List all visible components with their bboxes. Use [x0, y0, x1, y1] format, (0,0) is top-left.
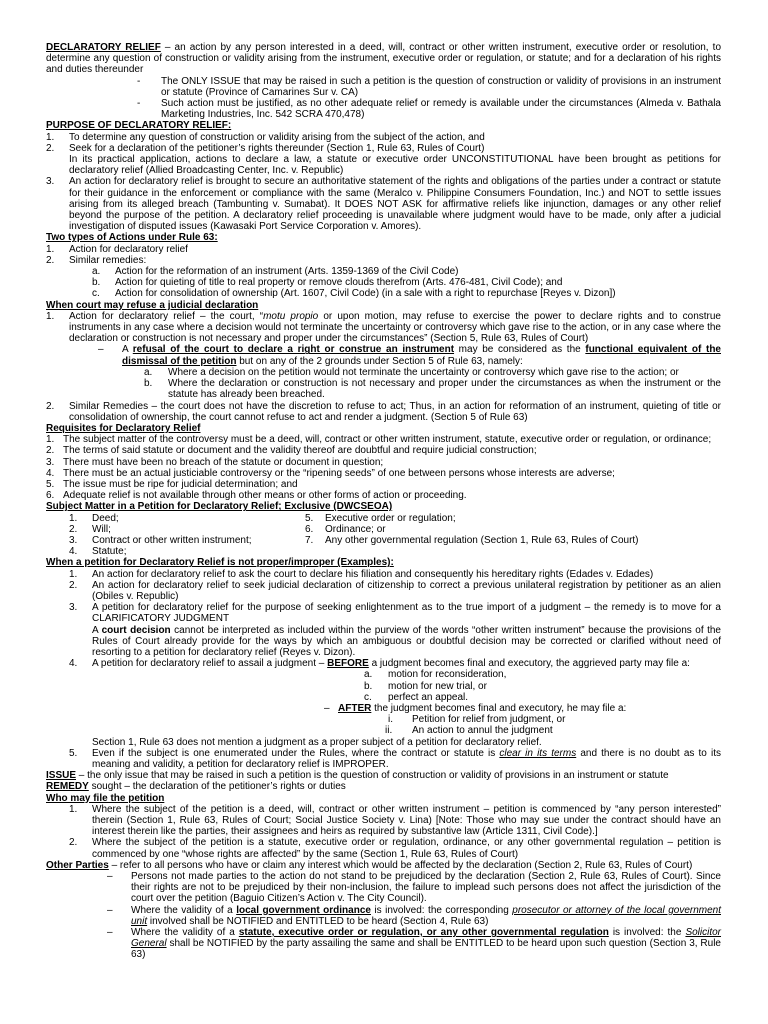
list-item: 5. Even if the subject is one enumerated under the Rules, where the contract or statute is clear in its terms and there is no doubt as to its meaning and validity, a petition for declaratory relief is IMPROPER. — [69, 747, 721, 770]
list-item: 1. Action for declaratory relief – the court, “motu propio or upon motion, may refuse to exercise the power to declare rights and to construe instruments in any case where a decision would not terminate the uncertainty or controversy which gave rise to the action, or in any case where the declaration or construction is not necessary and proper under the circumstances” (Section 5, Rule 63, Rules of Court) — [46, 310, 721, 345]
list-item: 2. The terms of said statute or document and the validity thereof are doubtful and require judicial construction; — [46, 445, 537, 457]
definition-paragraph — [46, 42, 721, 76]
list-item: 1. Where the subject of the petition is a deed, will, contract or other written instrument – petition is commenced by “any person interested” therein (Section 1, Rule 63, Rules of Court; Social Justice Society v. Lina) [Note: Those who may sue under the contract should have an interest therein like the parties, their assignees and heirs as required by substantive law (Article 1311, Civil Code).] — [69, 803, 721, 838]
section-heading-who: Who may file the petition — [46, 792, 165, 804]
list-item: 6. Adequate relief is not available through other means or other forms of action or proceeding. — [46, 490, 467, 502]
issue-paragraph: ISSUE – the only issue that may be raised in such a petition is the question of construction or validity of provisions in an instrument or statute — [46, 770, 669, 782]
list-item: 4. A petition for declaratory relief to assail a judgment – BEFORE a judgment becomes final and executory, the aggrieved party may file a: — [69, 658, 690, 670]
definition-bullet: - Such action must be justified, as no other adequate relief or remedy is available under the circumstances (Almeda v. Bathala Marketing Industries, Inc. 542 SCRA 470,478) — [137, 98, 721, 121]
section-heading-types: Two types of Actions under Rule 63: — [46, 232, 218, 244]
list-item: 4. Statute; — [69, 546, 127, 558]
list-item: 3. Contract or other written instrument; — [69, 534, 252, 546]
list-item: 3. There must have been no breach of the statute or document in question; — [46, 456, 384, 468]
list-item: c. Action for consolidation of ownership (Art. 1607, Civil Code) (in a sale with a right to repurchase [Reyes v. Dizon]) — [92, 288, 616, 300]
list-item: 6. Ordinance; or — [305, 523, 386, 535]
list-item: 4. There must be an actual justiciable controversy or the “ripening seeds” of one between persons whose interests are adverse; — [46, 467, 615, 479]
list-item: 2. Where the subject of the petition is a statute, executive order or regulation, ordinance, or any other governmental regulation – petition is commenced by one “whose rights are affected” by the same (Section 1, Rule 63, Rules of Court) — [69, 837, 721, 860]
section-heading-improper: When a petition for Declaratory Relief is not proper/improper (Examples): — [46, 557, 394, 569]
list-item: 1. An action for declaratory relief to ask the court to declare his filiation and consequently his hereditary rights (Edades v. Edades) — [69, 568, 654, 580]
section-note: Section 1, Rule 63 does not mention a judgment as a proper subject of a petition for declaratory relief. — [92, 736, 542, 748]
section-heading-requisites: Requisites for Declaratory Relief — [46, 422, 201, 434]
subject-column-right — [305, 513, 721, 558]
list-item: – A refusal of the court to declare a right or construe an instrument may be considered as the functional equivalent of the dismissal of the petition but on any of the 2 grounds under Section 5 of Rule 63, namely: — [98, 344, 721, 367]
purpose-note: In its practical application, actions to declare a law, a statute or executive order UNCONSTITUTIONAL have been brought as petitions for declaratory relief (Allied Broadcasting Center, Inc. v. Republic) — [69, 154, 721, 177]
list-item: 2. An action for declaratory relief to seek judicial declaration of citizenship to correct a previous unilateral registration by petitioner as an alien (Obiles v. Republic) — [69, 579, 721, 602]
definition-bullet: - The ONLY ISSUE that may be raised in such a petition is the question of construction or validity of provisions in an instrument or statute (Province of Camarines Sur v. CA) — [137, 75, 721, 98]
list-item: – Persons not made parties to the action do not stand to be prejudiced by the declaration (Section 2, Rule 63, Rules of Court). Since their rights are not to be prejudiced by their non-inclusion, the failure to implead such persons does not affect the jurisdiction of the court over the petition (Baguio Citizen’s Action v. The City Council). — [107, 871, 721, 905]
definition-text: – an action by any person interested in a deed, will, contract or other written instrument, executive order or resolution, to determine any question of construction or validity arising from the instrument, executive order or regulation, or statute; and for a declaration of his rights and duties thereunder — [46, 42, 721, 76]
list-item: 1. The subject matter of the controversy must be a deed, will, contract or other written instrument, statute, executive order or regulation, or ordinance; — [46, 434, 712, 446]
list-item: i. Petition for relief from judgment, or — [388, 714, 566, 726]
definition-term: DECLARATORY RELIEF — [46, 42, 161, 53]
list-item: 2. Seek for a declaration of the petitioner’s rights thereunder (Section 1, Rule 63, Rules of Court) — [46, 142, 485, 154]
list-item: a. Where a decision on the petition would not terminate the uncertainty or controversy which gave rise to the action; or — [144, 366, 679, 378]
list-item: ii. An action to annul the judgment — [385, 725, 553, 737]
subject-matter-columns — [46, 513, 721, 558]
document-page — [46, 42, 721, 961]
list-item: 7. Any other governmental regulation (Section 1, Rule 63, Rules of Court) — [305, 534, 639, 546]
list-item: b. Action for quieting of title to real property or remove clouds therefrom (Arts. 476-481, Civil Code); and — [92, 277, 563, 289]
section-heading-refuse: When court may refuse a judicial declaration — [46, 299, 259, 311]
court-decision-note: A court decision cannot be interpreted as included within the purview of the words “other written instrument” because the provisions of the Rules of Court already provide for the ways by which an ambiguous or doubtful decision may be corrected or clarified without need of resorting to a petition for declaratory relief (Reyes v. Dizon). — [92, 624, 721, 658]
list-item: 1. Action for declaratory relief — [46, 243, 188, 255]
list-item: 3. A petition for declaratory relief for the purpose of seeking enlightenment as to the true import of a judgment – the remedy is to move for a CLARIFICATORY JUDGMENT — [69, 602, 721, 625]
list-item: b. Where the declaration or construction is not necessary and proper under the circumstances as when the instrument or the statute has already been breached. — [144, 378, 721, 401]
list-item: 2. Will; — [69, 523, 111, 535]
list-item: 5. Executive order or regulation; — [305, 512, 456, 524]
list-item: 2. Similar Remedies – the court does not have the discretion to refuse to act; Thus, in an action for reformation of an instrument, quieting of title or consolidation of ownership, the court cannot refuse to act and render a judgment. (Section 5 of Rule 63) — [46, 400, 721, 423]
list-item: a. Action for the reformation of an instrument (Arts. 1359-1369 of the Civil Code) — [92, 266, 459, 278]
list-item: 1. Deed; — [69, 512, 119, 524]
list-item: – AFTER the judgment becomes final and executory, he may file a: — [324, 702, 627, 714]
section-heading-purpose: PURPOSE OF DECLARATORY RELIEF: — [46, 120, 232, 132]
list-item: – Where the validity of a local government ordinance is involved: the corresponding prosecutor or attorney of the local government unit involved shall be NOTIFIED and ENTITLED to be heard (Section 4, Rule 63) — [107, 904, 721, 927]
list-item: 1. To determine any question of construction or validity arising from the subject of the action, and — [46, 131, 485, 143]
list-item: 3. An action for declaratory relief is brought to secure an authoritative statement of the rights and obligations of the parties under a contract or statute for their guidance in the enforcement or compliance with the same (Meralco v. Philippine Consumers Foundation, Inc.) and NOT to settle issues arising from its alleged breach (Tambunting v. Sumabat). It DOES NOT ASK for affirmative reliefs like injunction, damages or any other relief beyond the purpose of the petition. A declaratory relief proceeding is unavailable where judgment would have to be made, only after a judicial investigation of disputed issues (Kawasaki Port Service Corporation v. Amores). — [46, 176, 721, 233]
subject-column-left — [46, 513, 305, 558]
other-parties-paragraph: Other Parties – refer to all persons who have or claim any interest which would be affected by the declaration (Section 2, Rule 63, Rules of Court) — [46, 859, 693, 871]
list-item: a. motion for reconsideration, — [364, 669, 507, 681]
list-item: 5. The issue must be ripe for judicial determination; and — [46, 478, 298, 490]
list-item: – Where the validity of a statute, executive order or regulation, or any other governmental regulation is involved: the Solicitor General shall be NOTIFIED by the party assailing the same and shall be ENTITLED to be heard upon such question (Section 3, Rule 63) — [107, 927, 722, 961]
list-item: b. motion for new trial, or — [364, 680, 487, 692]
section-heading-subject: Subject Matter in a Petition for Declaratory Relief; Exclusive (DWCSEOA) — [46, 501, 393, 513]
list-item: 2. Similar remedies: — [46, 254, 147, 266]
remedy-paragraph: REMEDY sought – the declaration of the petitioner’s rights or duties — [46, 781, 346, 793]
list-item: c. perfect an appeal. — [364, 691, 469, 703]
